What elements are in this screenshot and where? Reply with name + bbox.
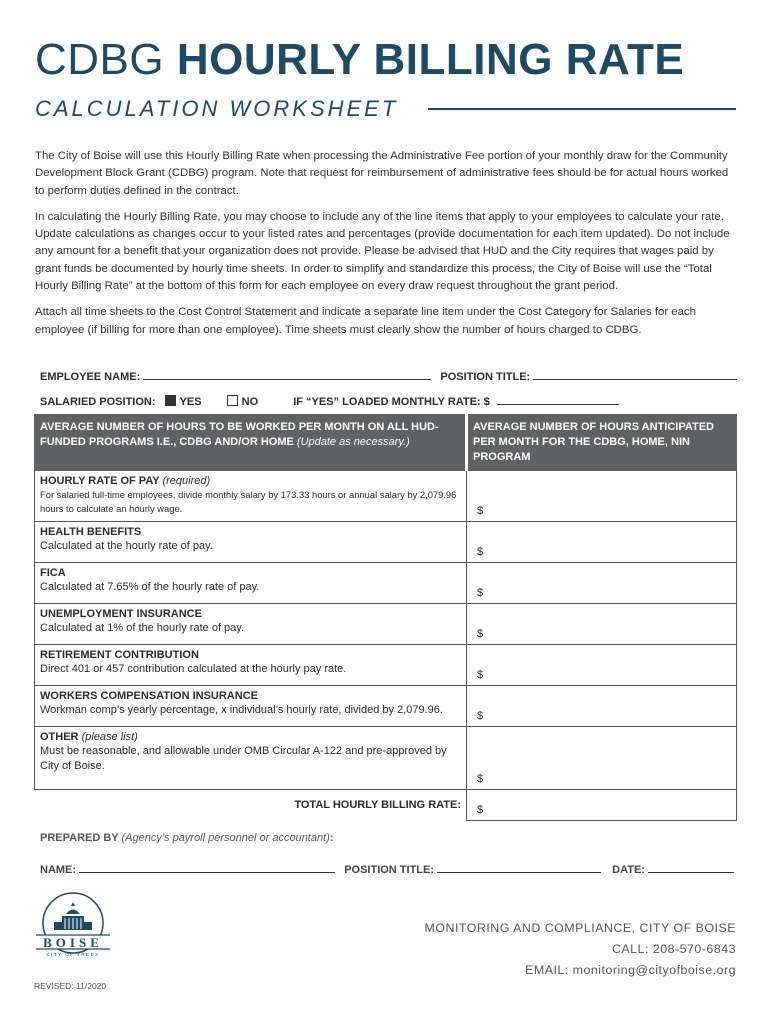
title-bold: HOURLY BILLING RATE — [176, 35, 685, 84]
hourly-rate-amount[interactable] — [467, 471, 737, 522]
position-title-field[interactable] — [533, 369, 737, 380]
header-left-note: (Update as necessary.) — [296, 436, 410, 448]
row-desc: Must be reasonable, and allowable under OMB Circular A-122 and pre-approved by City of Boise. — [40, 745, 447, 772]
prepared-by — [40, 832, 334, 844]
row-label-note: (required) — [162, 475, 211, 487]
row-label-note: (please list) — [81, 731, 138, 743]
loaded-rate-label: IF “YES” LOADED MONTHLY RATE: $ — [293, 396, 490, 408]
unemployment-amount[interactable] — [467, 604, 737, 645]
row-label: HOURLY RATE OF PAY — [40, 475, 163, 487]
preparer-position-label: POSITION TITLE: — [344, 864, 435, 876]
contact-block — [425, 918, 736, 981]
dollar-sign: $ — [477, 628, 484, 640]
table-row — [35, 563, 737, 604]
dollar-sign: $ — [477, 710, 484, 722]
yes-checkbox[interactable] — [165, 395, 176, 406]
table-row — [35, 471, 737, 522]
row-label: WORKERS COMPENSATION INSURANCE — [40, 690, 258, 702]
employee-name-label: EMPLOYEE NAME: — [40, 371, 141, 383]
contact-phone: CALL: 208-570-6843 — [611, 942, 736, 956]
intro-paragraph-2: In calculating the Hourly Billing Rate, you may choose to include any of the line items that apply to your employees to calculate your rate. Update calculations as changes occur to your listed rates and percentages (provide documentation for each item updated). Do not include any amount for a benefit that your organization does not provide. Please be advised that HUD and the City requires that wages paid by grant funds be documented by hourly time sheets. In order to simplify and standardize this process, the City of Boise will use the “Total Hourly Billing Rate” at the bottom of this form for each employee on every draw request throughout the grant period. — [35, 210, 730, 293]
revised-date: REVISED: 11/2020 — [34, 981, 107, 991]
total-label: TOTAL HOURLY BILLING RATE: — [35, 790, 467, 821]
preparer-name-field[interactable] — [79, 862, 335, 873]
total-amount[interactable] — [467, 790, 737, 821]
table-row — [35, 686, 737, 727]
no-checkbox[interactable] — [227, 395, 238, 406]
row-label: UNEMPLOYMENT INSURANCE — [40, 608, 202, 620]
workers-comp-amount[interactable] — [467, 686, 737, 727]
salaried-label: SALARIED POSITION: — [40, 396, 156, 408]
intro-text — [35, 148, 737, 348]
employee-row — [40, 369, 730, 383]
row-label: HEALTH BENEFITS — [40, 526, 142, 538]
contact-org: MONITORING AND COMPLIANCE, CITY OF BOISE — [424, 921, 736, 935]
page-subtitle: CALCULATION WORKSHEET — [35, 96, 399, 121]
dollar-sign: $ — [477, 505, 484, 517]
prepared-by-colon: : — [329, 832, 334, 844]
no-label: NO — [241, 396, 259, 408]
dollar-sign: $ — [477, 587, 484, 599]
row-desc: Calculated at 7.65% of the hourly rate of pay. — [40, 581, 260, 593]
row-desc: Calculated at 1% of the hourly rate of pay. — [40, 622, 245, 634]
row-desc: For salaried full-time employees, divide monthly salary by 173.33 hours or annual salary by 2,079.96 hours to calculate an hourly wage. — [40, 489, 457, 514]
row-workers-comp — [35, 686, 467, 727]
yes-label: YES — [179, 396, 202, 408]
total-row — [35, 790, 737, 821]
preparer-position-field[interactable] — [437, 862, 601, 873]
table-header-row — [35, 415, 737, 471]
other-amount[interactable] — [467, 727, 737, 790]
prepared-by-label: PREPARED BY — [40, 832, 122, 844]
dollar-sign: $ — [477, 546, 484, 558]
prepared-by-note: (Agency’s payroll personnel or accountant) — [121, 832, 330, 844]
table-row — [35, 604, 737, 645]
billing-worksheet-table — [34, 414, 737, 821]
health-benefits-amount[interactable] — [467, 522, 737, 563]
dollar-sign: $ — [477, 773, 484, 785]
header-left — [35, 415, 467, 471]
logo-tagline: CITY OF TREES — [46, 952, 100, 957]
page-title — [35, 35, 685, 84]
table-row — [35, 645, 737, 686]
row-desc: Workman comp’s yearly percentage, x individual’s hourly rate, divided by 2,079.96. — [40, 704, 443, 716]
row-retirement — [35, 645, 467, 686]
logo-word: BOISE — [43, 935, 103, 950]
preparer-row — [40, 862, 730, 876]
date-field[interactable] — [648, 862, 734, 873]
row-other — [35, 727, 467, 790]
dollar-sign: $ — [477, 804, 484, 816]
contact-email[interactable]: EMAIL: monitoring@cityofboise.org — [525, 963, 736, 977]
row-desc: Direct 401 or 457 contribution calculated at the hourly pay rate. — [40, 663, 347, 675]
intro-paragraph-1: The City of Boise will use this Hourly Billing Rate when processing the Administrative Fee portion of your monthly draw for the Community Development Block Grant (CDBG) program. Note that request for reimbursement of administrative fees should be for actual hours worked to perform duties defined in the contract. — [35, 150, 729, 197]
position-title-label: POSITION TITLE: — [440, 371, 531, 383]
table-row — [35, 727, 737, 790]
subtitle-rule — [428, 108, 736, 110]
row-label: OTHER — [40, 731, 82, 743]
row-health-benefits — [35, 522, 467, 563]
dollar-sign: $ — [477, 669, 484, 681]
header-left-text: AVERAGE NUMBER OF HOURS TO BE WORKED PER MONTH ON ALL HUD-FUNDED PROGRAMS I.E., CDBG AND/OR HOME — [40, 421, 439, 448]
row-desc: Calculated at the hourly rate of pay. — [40, 540, 213, 552]
row-fica — [35, 563, 467, 604]
row-hourly-rate — [35, 471, 467, 522]
title-light: CDBG — [35, 35, 177, 84]
fica-amount[interactable] — [467, 563, 737, 604]
city-of-boise-logo — [34, 892, 112, 962]
row-unemployment — [35, 604, 467, 645]
date-label: DATE: — [612, 864, 645, 876]
header-right: AVERAGE NUMBER OF HOURS ANTICIPATED PER MONTH FOR THE CDBG, HOME, NIN PROGRAM — [467, 415, 737, 471]
preparer-name-label: NAME: — [40, 864, 77, 876]
intro-paragraph-3: Attach all time sheets to the Cost Control Statement and indicate a separate line item under the Cost Category for Salaries for each employee (if billing for more than one employee). Time sheets must clearly show the number of hours charged to CDBG. — [35, 306, 697, 336]
salaried-row — [40, 394, 730, 408]
loaded-rate-field[interactable] — [497, 394, 619, 405]
row-label: RETIREMENT CONTRIBUTION — [40, 649, 199, 661]
row-label: FICA — [40, 567, 66, 579]
retirement-amount[interactable] — [467, 645, 737, 686]
employee-name-field[interactable] — [143, 369, 431, 380]
table-row — [35, 522, 737, 563]
